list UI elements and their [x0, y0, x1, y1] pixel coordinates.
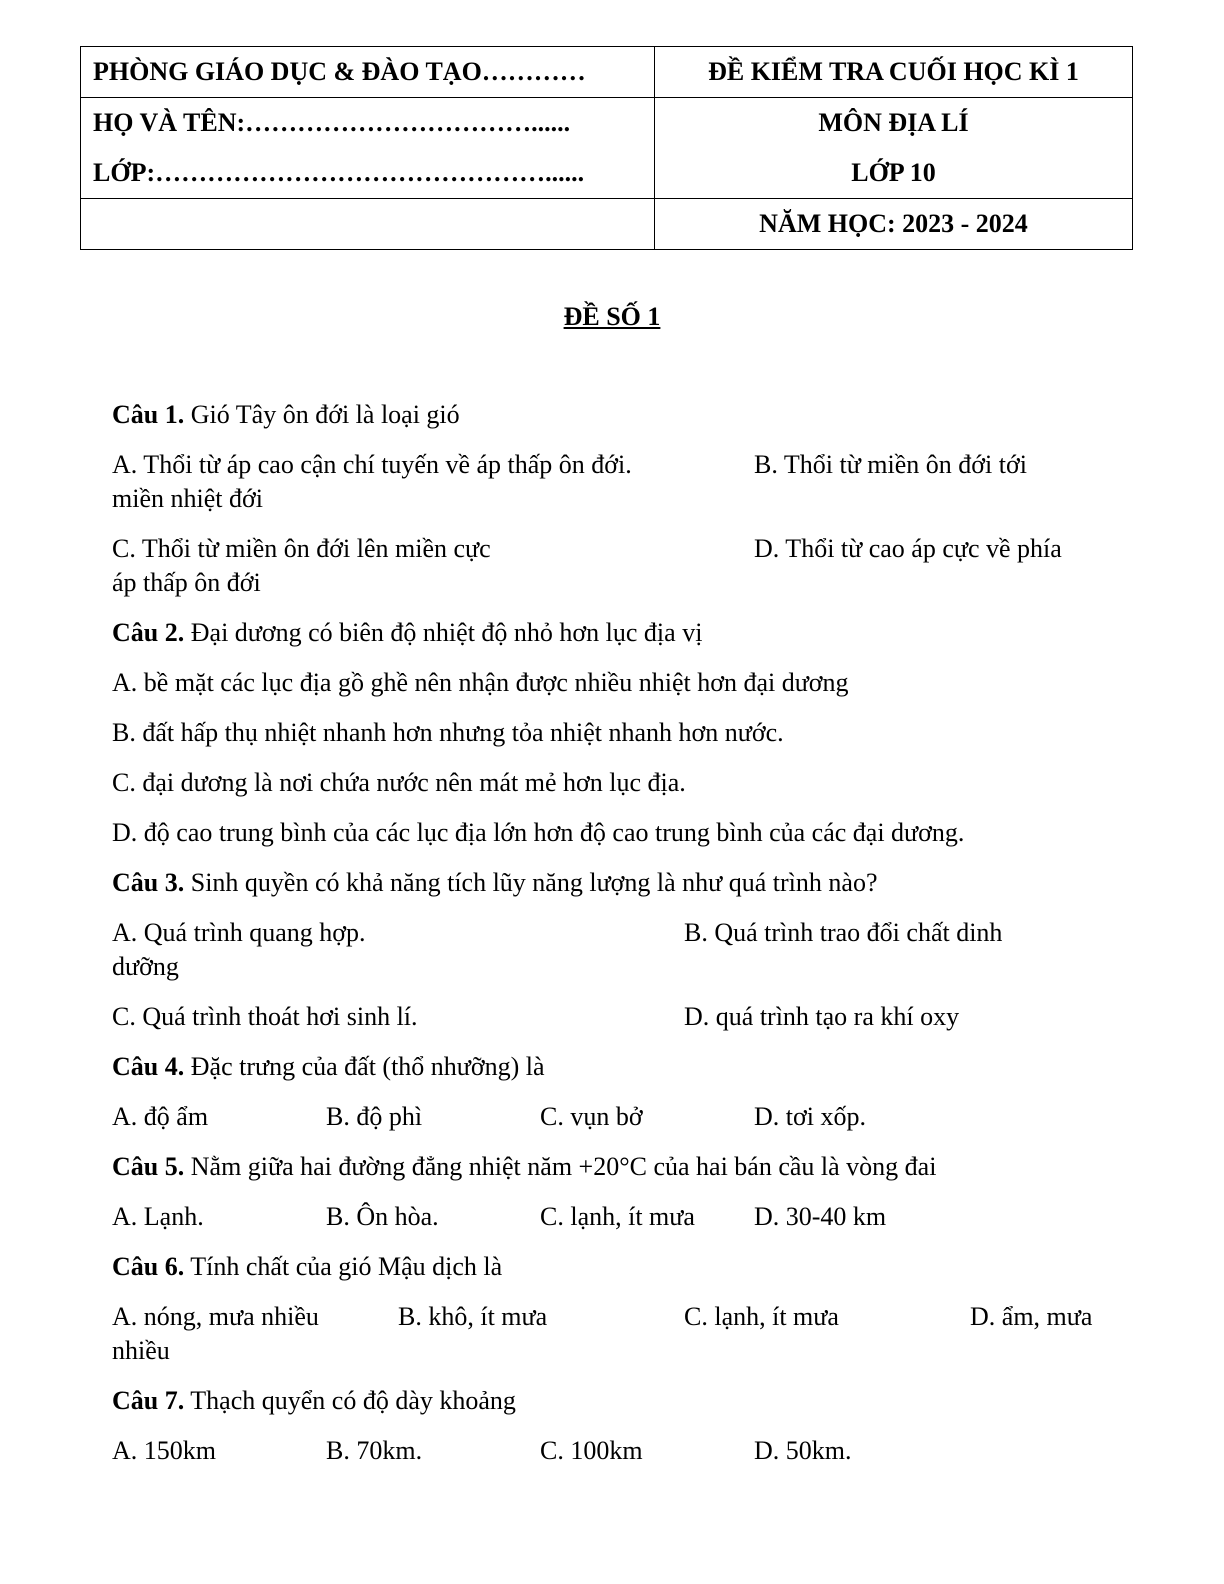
option-row — [112, 1000, 1112, 1050]
question-label: Câu 7. — [112, 1386, 185, 1415]
option-a: A. nóng, mưa nhiều — [112, 1302, 319, 1331]
option-d: D. tơi xốp. — [754, 1102, 866, 1131]
question-text: Nằm giữa hai đường đẳng nhiệt năm +20°C của hai bán cầu là vòng đai — [184, 1152, 937, 1181]
option-a: A. Quá trình quang hợp. — [112, 918, 366, 947]
option-wrap-text: nhiều — [112, 1336, 170, 1365]
option-a: A. bề mặt các lục địa gồ ghề nên nhận được nhiều nhiệt hơn đại dương — [112, 668, 849, 697]
question-text: Tính chất của gió Mậu dịch là — [184, 1252, 503, 1281]
option-d: D. quá trình tạo ra khí oxy — [684, 1002, 960, 1031]
option-c: C. lạnh, ít mưa — [540, 1202, 695, 1231]
question-text: Đặc trưng của đất (thổ nhưỡng) là — [184, 1052, 545, 1081]
question-stem — [112, 1050, 1112, 1100]
option-row — [112, 1200, 1112, 1250]
question-4 — [112, 1050, 1112, 1150]
option-c: C. Quá trình thoát hơi sinh lí. — [112, 1002, 418, 1031]
student-name-field: HỌ VÀ TÊN:……………………………...... — [93, 108, 571, 137]
option-row — [112, 916, 1112, 984]
question-label: Câu 6. — [112, 1252, 185, 1281]
question-label: Câu 5. — [112, 1152, 185, 1181]
option-a: A. độ ẩm — [112, 1102, 209, 1131]
subject-info-cell — [655, 98, 1133, 199]
student-class-field: LỚP:………………………………………...... — [93, 158, 585, 187]
option-wrap-text: miền nhiệt đới — [112, 484, 263, 513]
option-c: C. 100km — [540, 1436, 643, 1465]
question-5 — [112, 1150, 1112, 1250]
option-a: A. Lạnh. — [112, 1202, 204, 1231]
option-d: D. Thổi từ cao áp cực về phía — [754, 534, 1062, 563]
question-stem — [112, 398, 1112, 448]
option-row — [112, 1300, 1112, 1368]
option-wrap-text: dưỡng — [112, 952, 179, 981]
question-2 — [112, 616, 1112, 866]
option-b: B. độ phì — [326, 1102, 423, 1131]
student-info-cell — [81, 98, 655, 199]
education-office-cell: PHÒNG GIÁO DỤC & ĐÀO TẠO………… — [81, 47, 655, 98]
question-7 — [112, 1384, 1112, 1484]
question-stem — [112, 866, 1112, 916]
question-stem — [112, 1150, 1112, 1200]
option-wrap-text: áp thấp ôn đới — [112, 568, 261, 597]
option-d: D. 30-40 km — [754, 1202, 887, 1231]
subject-label: MÔN ĐỊA LÍ — [818, 108, 969, 137]
question-text: Thạch quyển có độ dày khoảng — [184, 1386, 516, 1415]
option-row — [112, 532, 1112, 600]
option-row — [112, 1434, 1112, 1484]
question-text: Đại dương có biên độ nhiệt độ nhỏ hơn lục địa vị — [184, 618, 703, 647]
exam-type-cell: ĐỀ KIỂM TRA CUỐI HỌC KÌ 1 — [655, 47, 1133, 98]
option-d: D. ẩm, mưa — [970, 1302, 1093, 1331]
question-stem — [112, 1384, 1112, 1434]
question-label: Câu 3. — [112, 868, 185, 897]
option-row — [112, 1100, 1112, 1150]
option-b: B. khô, ít mưa — [398, 1302, 548, 1331]
question-text: Sinh quyền có khả năng tích lũy năng lượng là như quá trình nào? — [184, 868, 878, 897]
question-label: Câu 4. — [112, 1052, 185, 1081]
option-d: D. độ cao trung bình của các lục địa lớn hơn độ cao trung bình của các đại dương. — [112, 818, 965, 847]
school-year-cell: NĂM HỌC: 2023 - 2024 — [655, 199, 1133, 250]
question-6 — [112, 1250, 1112, 1368]
option-c: C. vụn bở — [540, 1102, 643, 1131]
question-3 — [112, 866, 1112, 1050]
exam-title: ĐỀ SỐ 1 — [563, 302, 661, 331]
option-b: B. Thổi từ miền ôn đới tới — [754, 450, 1027, 479]
question-stem — [112, 1250, 1112, 1300]
question-stem — [112, 616, 1112, 666]
question-1 — [112, 398, 1112, 600]
option-b: B. 70km. — [326, 1436, 423, 1465]
question-list — [112, 398, 1112, 1484]
exam-header-table — [80, 46, 1133, 250]
option-c: C. lạnh, ít mưa — [684, 1302, 839, 1331]
grade-label: LỚP 10 — [851, 158, 936, 187]
option-b: B. đất hấp thụ nhiệt nhanh hơn nhưng tỏa nhiệt nhanh hơn nước. — [112, 718, 784, 747]
option-a: A. 150km — [112, 1436, 216, 1465]
option-d: D. 50km. — [754, 1436, 852, 1465]
question-label: Câu 1. — [112, 400, 185, 429]
option-b: B. Ôn hòa. — [326, 1202, 439, 1231]
option-c: C. Thổi từ miền ôn đới lên miền cực — [112, 534, 491, 563]
question-text: Gió Tây ôn đới là loại gió — [184, 400, 460, 429]
empty-cell — [81, 199, 655, 250]
option-c: C. đại dương là nơi chứa nước nên mát mẻ hơn lục địa. — [112, 768, 686, 797]
question-label: Câu 2. — [112, 618, 185, 647]
option-a: A. Thổi từ áp cao cận chí tuyến về áp thấp ôn đới. — [112, 450, 632, 479]
option-row — [112, 448, 1112, 516]
option-b: B. Quá trình trao đổi chất dinh — [684, 918, 1003, 947]
